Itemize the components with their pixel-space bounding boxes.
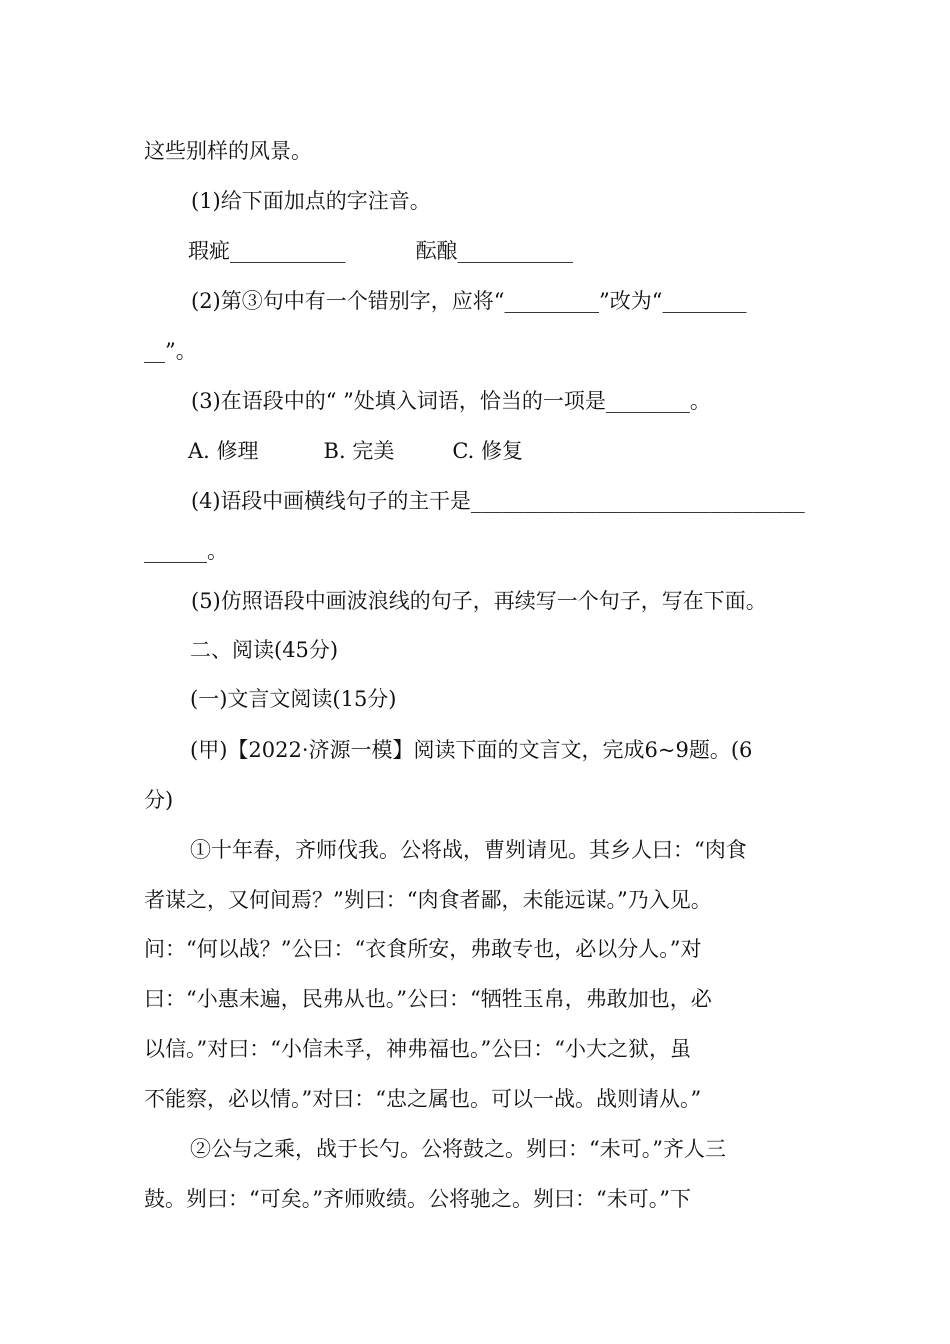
word-xiaci: 瑕疵	[188, 239, 230, 263]
text-line: 这些别样的风景。	[144, 139, 312, 163]
question-5: (5)仿照语段中画波浪线的句子，再续写一个句子，写在下面。	[191, 589, 767, 613]
option-a: A. 修理	[188, 439, 259, 463]
question-4: (4)语段中画横线句子的主干是________________________________	[191, 489, 805, 513]
question-1-words	[188, 236, 573, 266]
passage-line: 者谋之，又何间焉？”刿曰：“肉食者鄙，未能远谋。”乃入见。	[144, 888, 712, 912]
passage-intro-cont: 分)	[144, 788, 174, 812]
option-c: C. 修复	[452, 439, 523, 463]
question-2-cont: __”。	[144, 339, 197, 363]
passage-line: 鼓。刿曰：“可矣。”齐师败绩。公将驰之。刿曰：“未可。”下	[144, 1187, 691, 1211]
section-heading: 二、阅读(45分)	[190, 638, 339, 662]
passage-intro: (甲)【2022·济源一模】阅读下面的文言文，完成6~9题。(6	[190, 738, 753, 762]
passage-line: 问：“何以战？”公曰：“衣食所安，弗敢专也，必以分人。”对	[144, 937, 702, 961]
passage-line: 不能察，必以情。”对曰：“忠之属也。可以一战。战则请从。”	[144, 1087, 702, 1111]
question-3-options	[188, 436, 523, 466]
answer-blank: ___________	[230, 239, 346, 263]
question-2: (2)第③句中有一个错别字，应将“_________”改为“________	[191, 289, 747, 313]
passage-line: ①十年春，齐师伐我。公将战，曹刿请见。其乡人曰：“肉食	[190, 838, 747, 862]
question-4-cont: ______。	[144, 539, 228, 563]
option-b: B. 完美	[323, 439, 395, 463]
answer-blank: ___________	[457, 239, 573, 263]
question-1: (1)给下面加点的字注音。	[191, 189, 431, 213]
passage-line: ②公与之乘，战于长勺。公将鼓之。刿曰：“未可。”齐人三	[190, 1137, 726, 1161]
question-3: (3)在语段中的“ ”处填入词语，恰当的一项是________。	[191, 389, 711, 413]
passage-line: 以信。”对曰：“小信未孚，神弗福也。”公曰：“小大之狱，虽	[144, 1037, 691, 1061]
subsection-heading: (一)文言文阅读(15分)	[190, 687, 397, 711]
passage-line: 曰：“小惠未遍，民弗从也。”公曰：“牺牲玉帛，弗敢加也，必	[144, 987, 712, 1011]
word-yunniang: 酝酿	[415, 239, 458, 263]
